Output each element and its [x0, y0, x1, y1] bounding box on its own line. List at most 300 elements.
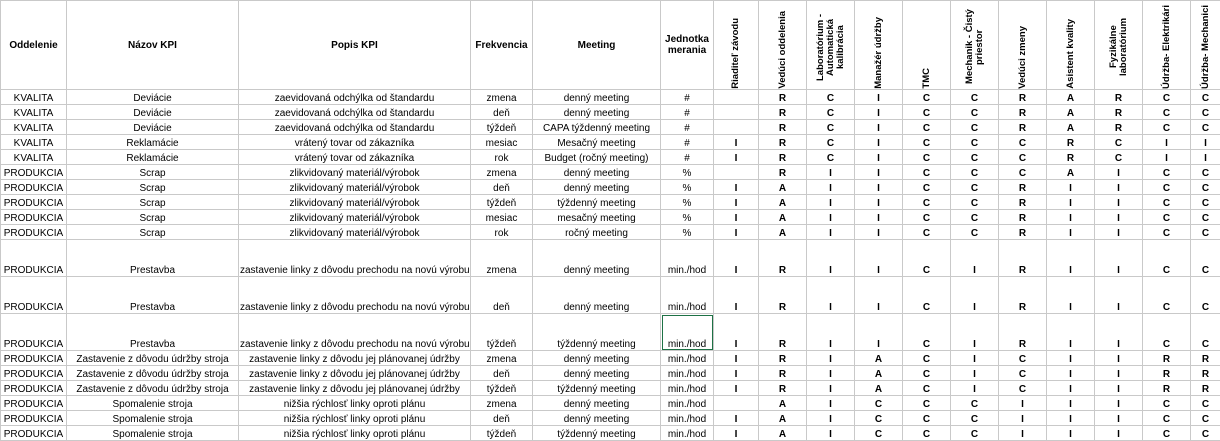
- cell-oddelenie[interactable]: KVALITA: [1, 90, 67, 105]
- cell-oddelenie[interactable]: PRODUKCIA: [1, 240, 67, 277]
- cell-nazov-kpi[interactable]: Zastavenie z dôvodu údržby stroja: [67, 366, 239, 381]
- cell-role[interactable]: I: [1047, 240, 1095, 277]
- cell-role[interactable]: R: [999, 120, 1047, 135]
- cell-role[interactable]: I: [1047, 277, 1095, 314]
- cell-role[interactable]: I: [807, 314, 855, 351]
- cell-role[interactable]: C: [903, 195, 951, 210]
- cell-role[interactable]: I: [855, 120, 903, 135]
- cell-role[interactable]: C: [1143, 314, 1191, 351]
- cell-popis-kpi[interactable]: zastavenie linky z dôvodu jej plánovanej údržby: [239, 381, 471, 396]
- cell-role[interactable]: R: [1095, 105, 1143, 120]
- cell-role[interactable]: C: [903, 366, 951, 381]
- cell-role[interactable]: I: [807, 180, 855, 195]
- cell-popis-kpi[interactable]: zlikvidovaný materiál/výrobok: [239, 165, 471, 180]
- cell-role[interactable]: R: [999, 277, 1047, 314]
- cell-role[interactable]: C: [999, 150, 1047, 165]
- cell-oddelenie[interactable]: PRODUKCIA: [1, 426, 67, 441]
- cell-role[interactable]: R: [999, 180, 1047, 195]
- cell-popis-kpi[interactable]: zlikvidovaný materiál/výrobok: [239, 180, 471, 195]
- cell-meeting[interactable]: denný meeting: [533, 366, 661, 381]
- cell-role[interactable]: I: [855, 105, 903, 120]
- cell-role[interactable]: R: [999, 225, 1047, 240]
- cell-role[interactable]: R: [759, 120, 807, 135]
- cell-jednotka[interactable]: #: [661, 150, 714, 165]
- header-role[interactable]: [1095, 1, 1143, 90]
- cell-oddelenie[interactable]: PRODUKCIA: [1, 195, 67, 210]
- cell-role[interactable]: R: [759, 105, 807, 120]
- cell-meeting[interactable]: denný meeting: [533, 396, 661, 411]
- cell-role[interactable]: C: [1191, 396, 1220, 411]
- cell-role[interactable]: I: [855, 135, 903, 150]
- cell-meeting[interactable]: denný meeting: [533, 165, 661, 180]
- cell-role[interactable]: [714, 396, 759, 411]
- cell-frekvencia[interactable]: zmena: [471, 90, 533, 105]
- cell-role[interactable]: I: [714, 381, 759, 396]
- cell-role[interactable]: I: [1191, 135, 1220, 150]
- cell-role[interactable]: C: [1143, 411, 1191, 426]
- cell-role[interactable]: C: [903, 381, 951, 396]
- cell-meeting[interactable]: ročný meeting: [533, 225, 661, 240]
- cell-role[interactable]: C: [999, 135, 1047, 150]
- cell-role[interactable]: I: [951, 366, 999, 381]
- cell-role[interactable]: A: [855, 351, 903, 366]
- cell-frekvencia[interactable]: deň: [471, 180, 533, 195]
- cell-role[interactable]: C: [1143, 105, 1191, 120]
- cell-meeting[interactable]: denný meeting: [533, 277, 661, 314]
- cell-nazov-kpi[interactable]: Scrap: [67, 195, 239, 210]
- cell-role[interactable]: C: [855, 396, 903, 411]
- cell-role[interactable]: I: [1047, 225, 1095, 240]
- cell-role[interactable]: C: [951, 135, 999, 150]
- cell-role[interactable]: C: [903, 105, 951, 120]
- cell-meeting[interactable]: denný meeting: [533, 351, 661, 366]
- cell-role[interactable]: I: [1143, 150, 1191, 165]
- cell-role[interactable]: C: [951, 90, 999, 105]
- cell-role[interactable]: A: [759, 411, 807, 426]
- cell-role[interactable]: I: [1047, 180, 1095, 195]
- cell-meeting[interactable]: týždenný meeting: [533, 381, 661, 396]
- cell-role[interactable]: I: [1095, 426, 1143, 441]
- cell-frekvencia[interactable]: týždeň: [471, 195, 533, 210]
- cell-jednotka[interactable]: #: [661, 105, 714, 120]
- cell-role[interactable]: C: [807, 90, 855, 105]
- cell-jednotka[interactable]: %: [661, 165, 714, 180]
- cell-oddelenie[interactable]: PRODUKCIA: [1, 411, 67, 426]
- header-oddelenie[interactable]: Oddelenie: [1, 1, 67, 90]
- cell-role[interactable]: C: [951, 165, 999, 180]
- cell-role[interactable]: [714, 120, 759, 135]
- cell-nazov-kpi[interactable]: Spomalenie stroja: [67, 396, 239, 411]
- cell-role[interactable]: C: [903, 135, 951, 150]
- cell-role[interactable]: I: [855, 150, 903, 165]
- cell-role[interactable]: C: [1191, 180, 1220, 195]
- cell-role[interactable]: I: [1143, 135, 1191, 150]
- cell-role[interactable]: I: [714, 180, 759, 195]
- cell-nazov-kpi[interactable]: Scrap: [67, 225, 239, 240]
- cell-role[interactable]: I: [807, 351, 855, 366]
- cell-role[interactable]: I: [855, 90, 903, 105]
- cell-role[interactable]: I: [1095, 165, 1143, 180]
- cell-frekvencia[interactable]: rok: [471, 150, 533, 165]
- cell-meeting[interactable]: denný meeting: [533, 180, 661, 195]
- cell-frekvencia[interactable]: rok: [471, 225, 533, 240]
- cell-role[interactable]: A: [855, 366, 903, 381]
- cell-role[interactable]: C: [903, 180, 951, 195]
- cell-role[interactable]: R: [1143, 351, 1191, 366]
- cell-role[interactable]: R: [1143, 381, 1191, 396]
- cell-jednotka[interactable]: min./hod: [661, 277, 714, 314]
- cell-role[interactable]: I: [1047, 381, 1095, 396]
- cell-frekvencia[interactable]: zmena: [471, 396, 533, 411]
- cell-nazov-kpi[interactable]: Prestavba: [67, 314, 239, 351]
- cell-nazov-kpi[interactable]: Spomalenie stroja: [67, 411, 239, 426]
- cell-frekvencia[interactable]: deň: [471, 277, 533, 314]
- cell-nazov-kpi[interactable]: Scrap: [67, 210, 239, 225]
- cell-role[interactable]: I: [807, 210, 855, 225]
- cell-nazov-kpi[interactable]: Deviácie: [67, 120, 239, 135]
- cell-popis-kpi[interactable]: zaevidovaná odchýlka od štandardu: [239, 120, 471, 135]
- cell-role[interactable]: A: [759, 396, 807, 411]
- cell-jednotka[interactable]: %: [661, 195, 714, 210]
- cell-frekvencia[interactable]: deň: [471, 411, 533, 426]
- cell-nazov-kpi[interactable]: Deviácie: [67, 105, 239, 120]
- cell-role[interactable]: I: [855, 314, 903, 351]
- cell-role[interactable]: A: [759, 225, 807, 240]
- cell-role[interactable]: I: [1095, 351, 1143, 366]
- cell-role[interactable]: C: [855, 426, 903, 441]
- cell-role[interactable]: I: [951, 351, 999, 366]
- header-nazov-kpi[interactable]: Názov KPI: [67, 1, 239, 90]
- cell-role[interactable]: A: [759, 180, 807, 195]
- cell-nazov-kpi[interactable]: Deviácie: [67, 90, 239, 105]
- cell-role[interactable]: C: [999, 381, 1047, 396]
- cell-role[interactable]: R: [1143, 366, 1191, 381]
- cell-role[interactable]: R: [1095, 90, 1143, 105]
- header-frekvencia[interactable]: Frekvencia: [471, 1, 533, 90]
- cell-role[interactable]: C: [1191, 165, 1220, 180]
- cell-role[interactable]: C: [1143, 165, 1191, 180]
- cell-meeting[interactable]: denný meeting: [533, 105, 661, 120]
- cell-role[interactable]: C: [1191, 277, 1220, 314]
- cell-nazov-kpi[interactable]: Prestavba: [67, 240, 239, 277]
- header-popis-kpi[interactable]: Popis KPI: [239, 1, 471, 90]
- cell-role[interactable]: I: [807, 366, 855, 381]
- cell-role[interactable]: C: [1191, 120, 1220, 135]
- cell-jednotka[interactable]: min./hod: [661, 426, 714, 441]
- cell-popis-kpi[interactable]: zlikvidovaný materiál/výrobok: [239, 195, 471, 210]
- cell-role[interactable]: C: [903, 351, 951, 366]
- cell-role[interactable]: I: [1047, 366, 1095, 381]
- cell-role[interactable]: I: [714, 240, 759, 277]
- cell-role[interactable]: C: [903, 165, 951, 180]
- cell-oddelenie[interactable]: PRODUKCIA: [1, 210, 67, 225]
- cell-role[interactable]: C: [951, 150, 999, 165]
- cell-role[interactable]: R: [1047, 135, 1095, 150]
- cell-role[interactable]: R: [759, 277, 807, 314]
- cell-role[interactable]: [714, 165, 759, 180]
- cell-role[interactable]: C: [807, 150, 855, 165]
- header-role[interactable]: [1191, 1, 1220, 90]
- cell-role[interactable]: C: [951, 426, 999, 441]
- cell-nazov-kpi[interactable]: Spomalenie stroja: [67, 426, 239, 441]
- cell-role[interactable]: I: [855, 225, 903, 240]
- cell-popis-kpi[interactable]: zastavenie linky z dôvodu prechodu na novú výrobu: [239, 277, 471, 314]
- cell-role[interactable]: C: [903, 277, 951, 314]
- cell-meeting[interactable]: denný meeting: [533, 90, 661, 105]
- cell-role[interactable]: I: [951, 314, 999, 351]
- cell-popis-kpi[interactable]: nižšia rýchlosť linky oproti plánu: [239, 411, 471, 426]
- cell-frekvencia[interactable]: zmena: [471, 165, 533, 180]
- cell-role[interactable]: R: [999, 90, 1047, 105]
- cell-role[interactable]: I: [1095, 396, 1143, 411]
- cell-role[interactable]: C: [999, 351, 1047, 366]
- cell-meeting[interactable]: týždenný meeting: [533, 195, 661, 210]
- cell-role[interactable]: I: [714, 225, 759, 240]
- cell-jednotka[interactable]: %: [661, 210, 714, 225]
- header-role[interactable]: [1143, 1, 1191, 90]
- cell-role[interactable]: A: [1047, 90, 1095, 105]
- cell-role[interactable]: C: [807, 120, 855, 135]
- cell-jednotka[interactable]: min./hod: [661, 411, 714, 426]
- cell-meeting[interactable]: denný meeting: [533, 240, 661, 277]
- cell-role[interactable]: R: [1095, 120, 1143, 135]
- header-jednotka-merania[interactable]: Jednotka merania: [661, 1, 714, 90]
- cell-role[interactable]: A: [1047, 165, 1095, 180]
- cell-role[interactable]: C: [903, 120, 951, 135]
- cell-role[interactable]: C: [951, 210, 999, 225]
- cell-role[interactable]: I: [714, 135, 759, 150]
- cell-popis-kpi[interactable]: vrátený tovar od zákazníka: [239, 150, 471, 165]
- cell-role[interactable]: C: [1191, 426, 1220, 441]
- cell-meeting[interactable]: mesačný meeting: [533, 210, 661, 225]
- cell-role[interactable]: C: [903, 240, 951, 277]
- cell-role[interactable]: C: [903, 150, 951, 165]
- cell-meeting[interactable]: týždenný meeting: [533, 426, 661, 441]
- cell-role[interactable]: I: [714, 195, 759, 210]
- cell-role[interactable]: I: [1095, 195, 1143, 210]
- cell-role[interactable]: I: [1095, 277, 1143, 314]
- header-meeting[interactable]: Meeting: [533, 1, 661, 90]
- cell-role[interactable]: I: [714, 314, 759, 351]
- cell-role[interactable]: I: [855, 165, 903, 180]
- cell-jednotka[interactable]: min./hod: [661, 240, 714, 277]
- cell-nazov-kpi[interactable]: Zastavenie z dôvodu údržby stroja: [67, 351, 239, 366]
- cell-role[interactable]: I: [714, 411, 759, 426]
- cell-popis-kpi[interactable]: zaevidovaná odchýlka od štandardu: [239, 90, 471, 105]
- cell-role[interactable]: R: [759, 150, 807, 165]
- cell-role[interactable]: I: [1095, 210, 1143, 225]
- header-role[interactable]: [759, 1, 807, 90]
- cell-role[interactable]: I: [1047, 396, 1095, 411]
- cell-frekvencia[interactable]: deň: [471, 105, 533, 120]
- cell-role[interactable]: C: [807, 105, 855, 120]
- header-role[interactable]: [999, 1, 1047, 90]
- cell-role[interactable]: R: [759, 240, 807, 277]
- cell-frekvencia[interactable]: deň: [471, 366, 533, 381]
- cell-role[interactable]: A: [759, 426, 807, 441]
- cell-role[interactable]: C: [951, 225, 999, 240]
- cell-role[interactable]: C: [1143, 426, 1191, 441]
- cell-role[interactable]: C: [855, 411, 903, 426]
- cell-role[interactable]: A: [759, 195, 807, 210]
- cell-popis-kpi[interactable]: zlikvidovaný materiál/výrobok: [239, 225, 471, 240]
- cell-role[interactable]: I: [855, 240, 903, 277]
- cell-role[interactable]: A: [1047, 105, 1095, 120]
- cell-oddelenie[interactable]: KVALITA: [1, 135, 67, 150]
- cell-role[interactable]: R: [759, 366, 807, 381]
- cell-role[interactable]: I: [855, 180, 903, 195]
- cell-role[interactable]: C: [1143, 195, 1191, 210]
- cell-role[interactable]: I: [807, 165, 855, 180]
- cell-role[interactable]: I: [807, 381, 855, 396]
- cell-jednotka[interactable]: min./hod: [661, 314, 714, 351]
- cell-oddelenie[interactable]: PRODUKCIA: [1, 381, 67, 396]
- cell-role[interactable]: I: [807, 240, 855, 277]
- cell-oddelenie[interactable]: PRODUKCIA: [1, 165, 67, 180]
- cell-role[interactable]: I: [714, 210, 759, 225]
- cell-frekvencia[interactable]: mesiac: [471, 210, 533, 225]
- cell-oddelenie[interactable]: PRODUKCIA: [1, 277, 67, 314]
- cell-meeting[interactable]: CAPA týždenný meeting: [533, 120, 661, 135]
- cell-role[interactable]: I: [714, 351, 759, 366]
- cell-role[interactable]: C: [903, 90, 951, 105]
- cell-role[interactable]: C: [903, 225, 951, 240]
- cell-role[interactable]: R: [1047, 150, 1095, 165]
- cell-role[interactable]: C: [1143, 277, 1191, 314]
- cell-role[interactable]: C: [903, 210, 951, 225]
- cell-jednotka[interactable]: %: [661, 180, 714, 195]
- cell-role[interactable]: C: [1143, 90, 1191, 105]
- cell-role[interactable]: I: [951, 240, 999, 277]
- cell-nazov-kpi[interactable]: Zastavenie z dôvodu údržby stroja: [67, 381, 239, 396]
- cell-frekvencia[interactable]: zmena: [471, 351, 533, 366]
- cell-role[interactable]: C: [1191, 240, 1220, 277]
- cell-role[interactable]: I: [1191, 150, 1220, 165]
- cell-role[interactable]: R: [999, 105, 1047, 120]
- cell-role[interactable]: R: [999, 240, 1047, 277]
- cell-oddelenie[interactable]: PRODUKCIA: [1, 396, 67, 411]
- cell-role[interactable]: I: [714, 277, 759, 314]
- cell-role[interactable]: I: [807, 225, 855, 240]
- cell-popis-kpi[interactable]: zastavenie linky z dôvodu jej plánovanej údržby: [239, 366, 471, 381]
- cell-role[interactable]: R: [759, 314, 807, 351]
- cell-role[interactable]: I: [1047, 314, 1095, 351]
- cell-frekvencia[interactable]: týždeň: [471, 314, 533, 351]
- cell-role[interactable]: I: [1095, 411, 1143, 426]
- cell-frekvencia[interactable]: týždeň: [471, 120, 533, 135]
- cell-role[interactable]: C: [1191, 210, 1220, 225]
- cell-role[interactable]: I: [714, 426, 759, 441]
- cell-meeting[interactable]: denný meeting: [533, 411, 661, 426]
- cell-role[interactable]: C: [1143, 120, 1191, 135]
- cell-popis-kpi[interactable]: zastavenie linky z dôvodu jej plánovanej údržby: [239, 351, 471, 366]
- cell-role[interactable]: A: [759, 210, 807, 225]
- cell-role[interactable]: I: [999, 426, 1047, 441]
- cell-jednotka[interactable]: min./hod: [661, 396, 714, 411]
- cell-role[interactable]: I: [807, 411, 855, 426]
- cell-role[interactable]: A: [1047, 120, 1095, 135]
- cell-role[interactable]: [714, 105, 759, 120]
- cell-role[interactable]: C: [903, 314, 951, 351]
- cell-role[interactable]: C: [903, 426, 951, 441]
- cell-role[interactable]: I: [855, 277, 903, 314]
- cell-role[interactable]: I: [807, 396, 855, 411]
- cell-nazov-kpi[interactable]: Scrap: [67, 180, 239, 195]
- cell-role[interactable]: I: [1047, 411, 1095, 426]
- cell-role[interactable]: C: [1191, 314, 1220, 351]
- cell-role[interactable]: C: [807, 135, 855, 150]
- cell-role[interactable]: I: [1095, 225, 1143, 240]
- cell-jednotka[interactable]: #: [661, 135, 714, 150]
- header-role[interactable]: [855, 1, 903, 90]
- cell-role[interactable]: C: [951, 411, 999, 426]
- cell-popis-kpi[interactable]: zastavenie linky z dôvodu prechodu na novú výrobu: [239, 314, 471, 351]
- cell-role[interactable]: C: [1191, 411, 1220, 426]
- cell-oddelenie[interactable]: KVALITA: [1, 150, 67, 165]
- cell-role[interactable]: I: [1095, 314, 1143, 351]
- cell-role[interactable]: [714, 90, 759, 105]
- cell-role[interactable]: C: [1191, 225, 1220, 240]
- cell-jednotka[interactable]: #: [661, 90, 714, 105]
- cell-role[interactable]: C: [999, 366, 1047, 381]
- cell-role[interactable]: I: [1047, 210, 1095, 225]
- cell-role[interactable]: I: [1095, 180, 1143, 195]
- cell-frekvencia[interactable]: zmena: [471, 240, 533, 277]
- cell-role[interactable]: I: [807, 426, 855, 441]
- cell-jednotka[interactable]: min./hod: [661, 366, 714, 381]
- cell-role[interactable]: I: [951, 277, 999, 314]
- cell-role[interactable]: C: [1095, 150, 1143, 165]
- cell-role[interactable]: I: [855, 195, 903, 210]
- cell-role[interactable]: C: [1143, 240, 1191, 277]
- cell-role[interactable]: C: [903, 411, 951, 426]
- cell-nazov-kpi[interactable]: Scrap: [67, 165, 239, 180]
- cell-role[interactable]: C: [999, 165, 1047, 180]
- cell-role[interactable]: C: [951, 180, 999, 195]
- cell-frekvencia[interactable]: týždeň: [471, 381, 533, 396]
- cell-popis-kpi[interactable]: zastavenie linky z dôvodu prechodu na novú výrobu: [239, 240, 471, 277]
- cell-meeting[interactable]: Budget (ročný meeting): [533, 150, 661, 165]
- cell-role[interactable]: C: [1143, 396, 1191, 411]
- cell-role[interactable]: I: [999, 396, 1047, 411]
- cell-nazov-kpi[interactable]: Reklamácie: [67, 150, 239, 165]
- cell-role[interactable]: C: [1143, 210, 1191, 225]
- cell-role[interactable]: R: [1191, 366, 1220, 381]
- cell-role[interactable]: R: [759, 351, 807, 366]
- cell-role[interactable]: R: [759, 381, 807, 396]
- cell-meeting[interactable]: Mesačný meeting: [533, 135, 661, 150]
- cell-role[interactable]: C: [951, 105, 999, 120]
- cell-role[interactable]: I: [714, 366, 759, 381]
- cell-role[interactable]: R: [759, 165, 807, 180]
- header-role[interactable]: [1047, 1, 1095, 90]
- cell-role[interactable]: R: [999, 195, 1047, 210]
- cell-role[interactable]: I: [1095, 381, 1143, 396]
- header-role[interactable]: [714, 1, 759, 90]
- cell-nazov-kpi[interactable]: Reklamácie: [67, 135, 239, 150]
- cell-role[interactable]: I: [999, 411, 1047, 426]
- cell-role[interactable]: R: [759, 135, 807, 150]
- cell-meeting[interactable]: týždenný meeting: [533, 314, 661, 351]
- header-role[interactable]: [951, 1, 999, 90]
- cell-role[interactable]: I: [807, 195, 855, 210]
- cell-oddelenie[interactable]: PRODUKCIA: [1, 351, 67, 366]
- header-role[interactable]: [807, 1, 855, 90]
- cell-role[interactable]: I: [1047, 426, 1095, 441]
- cell-popis-kpi[interactable]: zlikvidovaný materiál/výrobok: [239, 210, 471, 225]
- cell-role[interactable]: I: [807, 277, 855, 314]
- cell-role[interactable]: C: [1191, 105, 1220, 120]
